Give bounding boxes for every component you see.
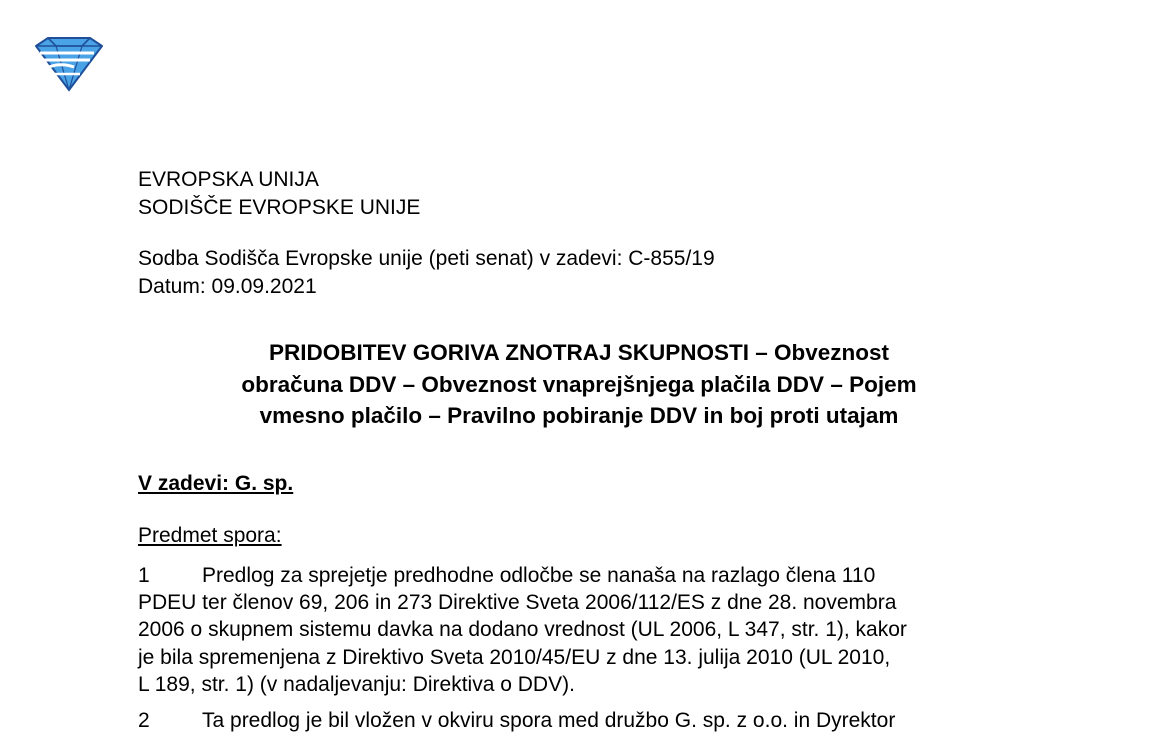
title-line: vmesno plačilo – Pravilno pobiranje DDV in boj proti utajam — [259, 403, 899, 428]
paragraph-line: 2006 o skupnem sistemu davka na dodano vrednost (UL 2006, L 347, str. 1), kakor — [138, 618, 907, 642]
document-title — [138, 337, 1020, 432]
paragraph — [138, 562, 1020, 698]
paragraph-number: 1 — [138, 564, 150, 587]
paragraph-line: 1 Predlog za sprejetje predhodne odločbe se nanaša na razlago člena 110 — [138, 562, 1020, 589]
paragraph-line: L 189, str. 1) (v nadaljevanju: Direktiva o DDV). — [138, 672, 575, 696]
subject-heading: Predmet spora: — [138, 524, 282, 547]
paragraph — [138, 707, 1020, 734]
paragraph-line: 2 Ta predlog je bil vložen v okviru spora med družbo G. sp. z o.o. in Dyrektor — [138, 707, 1020, 734]
paragraph-line: PDEU ter členov 69, 206 in 273 Direktive Sveta 2006/112/ES z dne 28. novembra — [138, 591, 897, 615]
case-parties-heading: V zadevi: G. sp. — [138, 472, 294, 495]
court-emblem-icon — [32, 36, 106, 92]
court-name — [138, 166, 420, 222]
case-info — [138, 245, 715, 301]
title-line: obračuna DDV – Obveznost vnaprejšnjega plačila DDV – Pojem — [241, 371, 917, 397]
court-name-line: EVROPSKA UNIJA — [138, 168, 319, 191]
court-name-line: SODIŠČE EVROPSKE UNIJE — [138, 196, 421, 219]
paragraph-number: 2 — [138, 709, 150, 732]
judgment-date: Datum: 09.09.2021 — [138, 275, 317, 298]
paragraph-line: je bila spremenjena z Direktivo Sveta 2010/45/EU z dne 13. julija 2010 (UL 2010, — [138, 645, 891, 669]
title-line: PRIDOBITEV GORIVA ZNOTRAJ SKUPNOSTI – Obveznost — [268, 340, 890, 365]
case-reference: Sodba Sodišča Evropske unije (peti senat) v zadevi: C-855/19 — [138, 247, 715, 270]
